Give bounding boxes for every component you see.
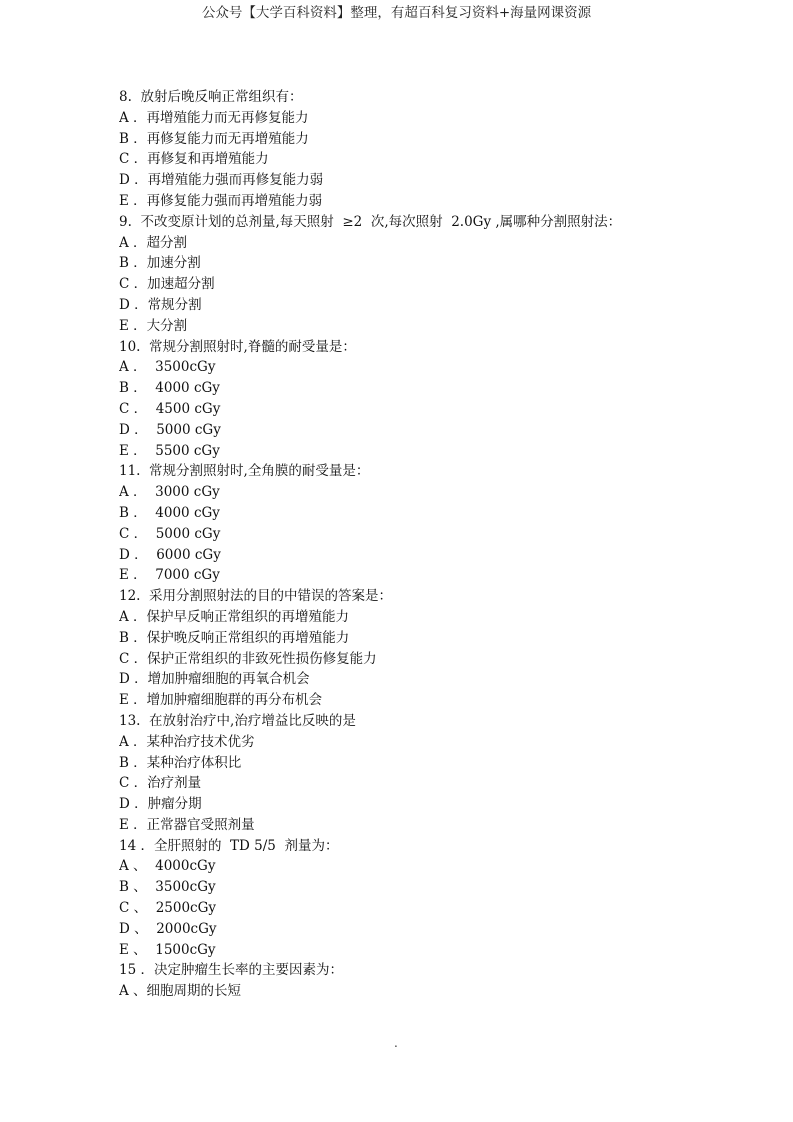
- option-e: E ． 5500 cGy: [119, 442, 220, 459]
- option-c: C ．加速超分割: [119, 276, 215, 293]
- option-c: C ．再修复和再增殖能力: [119, 151, 269, 168]
- option-a: A 、 4000cGy: [119, 858, 216, 875]
- option-a: A ．某种治疗技术优劣: [119, 733, 255, 750]
- question-12: [119, 586, 739, 711]
- option-b: B ．加速分割: [119, 255, 201, 272]
- option-c: C ．治疗剂量: [119, 775, 202, 792]
- question-stem: 12. 采用分割照射法的目的中错误的答案是：: [119, 588, 393, 605]
- option-c: C ． 5000 cGy: [119, 525, 221, 542]
- option-e: E ．大分割: [119, 317, 188, 334]
- page-header: 公众号【大学百科资料】整理，有超百科复习资料+海量网课资源: [201, 5, 592, 21]
- option-c: C ． 4500 cGy: [119, 400, 221, 417]
- question-list: [119, 87, 739, 1002]
- question-10: [119, 337, 739, 462]
- option-d: D ．增加肿瘤细胞的再氧合机会: [119, 671, 310, 688]
- option-e: E ．正常器官受照剂量: [119, 816, 255, 833]
- question-8: [119, 87, 739, 212]
- question-stem: 11. 常规分割照射时,全角膜的耐受量是：: [119, 463, 370, 480]
- page-footer-mark: .: [394, 1036, 398, 1050]
- question-15: [119, 960, 739, 1002]
- option-a: A ． 3500cGy: [119, 359, 216, 376]
- option-b: B ．某种治疗体积比: [119, 754, 242, 771]
- option-b: B ． 4000 cGy: [119, 380, 220, 397]
- option-e: E ．增加肿瘤细胞群的再分布机会: [119, 692, 323, 709]
- question-14: [119, 836, 739, 961]
- option-e: E 、 1500cGy: [119, 941, 216, 958]
- question-13: [119, 711, 739, 836]
- option-b: B ． 4000 cGy: [119, 504, 220, 521]
- option-a: A ．超分割: [119, 234, 188, 251]
- option-d: D ． 5000 cGy: [119, 421, 221, 438]
- option-a: A ． 3000 cGy: [119, 484, 220, 501]
- option-d: D ．肿瘤分期: [119, 796, 202, 813]
- question-stem: 9. 不改变原计划的总剂量,每天照射 ≥2 次,每次照射 2.0Gy ,属哪种分割照射法：: [119, 213, 622, 230]
- option-d: D ．常规分割: [119, 296, 202, 313]
- option-c: C ．保护正常组织的非致死性损伤修复能力: [119, 650, 377, 667]
- question-stem: 10. 常规分割照射时,脊髓的耐受量是：: [119, 338, 356, 355]
- option-a: A ．保护早反响正常组织的再增殖能力: [119, 608, 350, 625]
- option-e: E ． 7000 cGy: [119, 567, 220, 584]
- question-stem: 15 ．决定肿瘤生长率的主要因素为：: [119, 962, 343, 979]
- question-stem: 8. 放射后晚反响正常组织有：: [119, 89, 303, 105]
- option-b: B 、 3500cGy: [119, 879, 216, 896]
- question-9: [119, 212, 739, 337]
- question-stem: 13. 在放射治疗中,治疗增益比反映的是: [119, 712, 356, 729]
- option-d: D ． 6000 cGy: [119, 546, 221, 563]
- option-b: B ．保护晚反响正常组织的再增殖能力: [119, 629, 350, 646]
- question-11: [119, 461, 739, 586]
- option-d: D 、 2000cGy: [119, 920, 217, 937]
- option-c: C 、 2500cGy: [119, 900, 217, 917]
- option-a: A 、细胞周期的长短: [119, 983, 242, 1000]
- option-e: E ．再修复能力强而再增殖能力弱: [119, 192, 323, 209]
- option-a: A ．再增殖能力而无再修复能力: [119, 109, 309, 126]
- option-d: D ．再增殖能力强而再修复能力弱: [119, 172, 324, 189]
- question-stem: 14 ．全肝照射的 TD 5/5 剂量为：: [119, 837, 339, 854]
- option-b: B ．再修复能力而无再增殖能力: [119, 130, 309, 147]
